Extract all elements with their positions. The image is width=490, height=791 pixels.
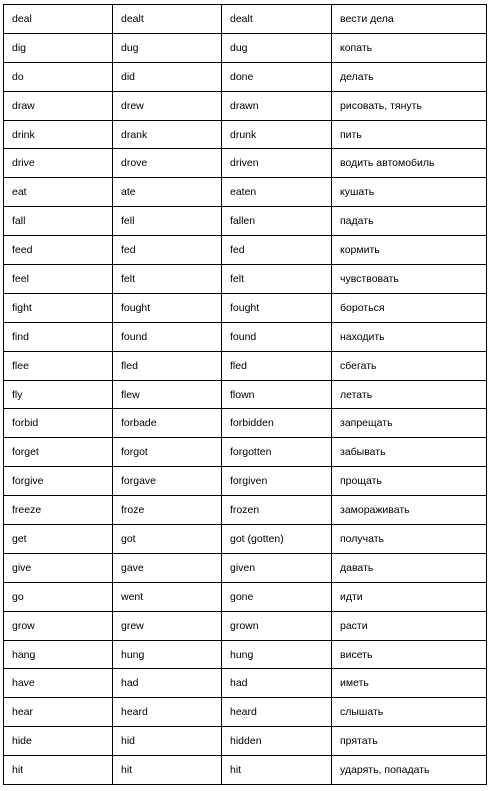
table-row — [4, 611, 487, 640]
past-participle-cell: done — [222, 62, 332, 91]
table-row — [4, 380, 487, 409]
base-form-cell: freeze — [4, 496, 113, 525]
translation-cell: сбегать — [332, 351, 487, 380]
base-form-cell: do — [4, 62, 113, 91]
past-participle-cell: heard — [222, 698, 332, 727]
base-form-cell: fight — [4, 293, 113, 322]
translation-cell: идти — [332, 582, 487, 611]
past-participle-cell: dug — [222, 33, 332, 62]
table-row — [4, 525, 487, 554]
past-participle-cell: had — [222, 669, 332, 698]
translation-cell: прятать — [332, 727, 487, 756]
table-row — [4, 207, 487, 236]
base-form-cell: deal — [4, 5, 113, 34]
past-simple-cell: found — [113, 322, 222, 351]
translation-cell: иметь — [332, 669, 487, 698]
past-simple-cell: flew — [113, 380, 222, 409]
table-row — [4, 265, 487, 294]
table-row — [4, 351, 487, 380]
past-participle-cell: hung — [222, 640, 332, 669]
past-simple-cell: forgave — [113, 467, 222, 496]
past-participle-cell: got (gotten) — [222, 525, 332, 554]
translation-cell: копать — [332, 33, 487, 62]
translation-cell: падать — [332, 207, 487, 236]
past-participle-cell: flown — [222, 380, 332, 409]
past-simple-cell: froze — [113, 496, 222, 525]
past-participle-cell: forbidden — [222, 409, 332, 438]
past-simple-cell: ate — [113, 178, 222, 207]
past-simple-cell: got — [113, 525, 222, 554]
table-row — [4, 582, 487, 611]
past-simple-cell: drank — [113, 120, 222, 149]
base-form-cell: hear — [4, 698, 113, 727]
past-participle-cell: drawn — [222, 91, 332, 120]
translation-cell: бороться — [332, 293, 487, 322]
translation-cell: запрещать — [332, 409, 487, 438]
base-form-cell: give — [4, 553, 113, 582]
past-simple-cell: dealt — [113, 5, 222, 34]
past-participle-cell: gone — [222, 582, 332, 611]
past-participle-cell: found — [222, 322, 332, 351]
translation-cell: слышать — [332, 698, 487, 727]
table-row — [4, 293, 487, 322]
translation-cell: вести дела — [332, 5, 487, 34]
base-form-cell: drive — [4, 149, 113, 178]
translation-cell: находить — [332, 322, 487, 351]
base-form-cell: get — [4, 525, 113, 554]
past-simple-cell: fought — [113, 293, 222, 322]
translation-cell: давать — [332, 553, 487, 582]
past-participle-cell: driven — [222, 149, 332, 178]
translation-cell: замораживать — [332, 496, 487, 525]
past-participle-cell: hidden — [222, 727, 332, 756]
past-simple-cell: drove — [113, 149, 222, 178]
translation-cell: кормить — [332, 236, 487, 265]
table-row — [4, 553, 487, 582]
past-participle-cell: frozen — [222, 496, 332, 525]
table-row — [4, 322, 487, 351]
table-row — [4, 62, 487, 91]
translation-cell: забывать — [332, 438, 487, 467]
table-row — [4, 120, 487, 149]
table-row — [4, 149, 487, 178]
translation-cell: делать — [332, 62, 487, 91]
base-form-cell: have — [4, 669, 113, 698]
table-row — [4, 438, 487, 467]
translation-cell: чувствовать — [332, 265, 487, 294]
past-simple-cell: hung — [113, 640, 222, 669]
translation-cell: летать — [332, 380, 487, 409]
table-row — [4, 178, 487, 207]
base-form-cell: fall — [4, 207, 113, 236]
base-form-cell: forbid — [4, 409, 113, 438]
table-row — [4, 5, 487, 34]
table-row — [4, 409, 487, 438]
base-form-cell: hide — [4, 727, 113, 756]
base-form-cell: grow — [4, 611, 113, 640]
past-participle-cell: fled — [222, 351, 332, 380]
translation-cell: ударять, попадать — [332, 756, 487, 785]
table-row — [4, 727, 487, 756]
translation-cell: водить автомобиль — [332, 149, 487, 178]
past-simple-cell: hit — [113, 756, 222, 785]
base-form-cell: flee — [4, 351, 113, 380]
past-simple-cell: did — [113, 62, 222, 91]
translation-cell: рисовать, тянуть — [332, 91, 487, 120]
translation-cell: прощать — [332, 467, 487, 496]
table-row — [4, 756, 487, 785]
base-form-cell: fly — [4, 380, 113, 409]
past-participle-cell: dealt — [222, 5, 332, 34]
past-participle-cell: forgiven — [222, 467, 332, 496]
table-row — [4, 669, 487, 698]
past-simple-cell: felt — [113, 265, 222, 294]
table-row — [4, 467, 487, 496]
translation-cell: пить — [332, 120, 487, 149]
past-simple-cell: dug — [113, 33, 222, 62]
base-form-cell: go — [4, 582, 113, 611]
past-simple-cell: had — [113, 669, 222, 698]
translation-cell: расти — [332, 611, 487, 640]
verbs-table-body — [4, 5, 487, 785]
past-simple-cell: hid — [113, 727, 222, 756]
table-row — [4, 698, 487, 727]
table-row — [4, 33, 487, 62]
past-simple-cell: fled — [113, 351, 222, 380]
past-participle-cell: fought — [222, 293, 332, 322]
base-form-cell: hit — [4, 756, 113, 785]
translation-cell: висеть — [332, 640, 487, 669]
base-form-cell: hang — [4, 640, 113, 669]
base-form-cell: find — [4, 322, 113, 351]
past-simple-cell: forgot — [113, 438, 222, 467]
past-simple-cell: heard — [113, 698, 222, 727]
table-row — [4, 640, 487, 669]
past-simple-cell: forbade — [113, 409, 222, 438]
past-participle-cell: fallen — [222, 207, 332, 236]
past-simple-cell: gave — [113, 553, 222, 582]
past-simple-cell: went — [113, 582, 222, 611]
past-participle-cell: eaten — [222, 178, 332, 207]
base-form-cell: draw — [4, 91, 113, 120]
base-form-cell: feed — [4, 236, 113, 265]
past-participle-cell: given — [222, 553, 332, 582]
past-participle-cell: fed — [222, 236, 332, 265]
table-row — [4, 496, 487, 525]
past-simple-cell: fed — [113, 236, 222, 265]
translation-cell: кушать — [332, 178, 487, 207]
base-form-cell: forgive — [4, 467, 113, 496]
base-form-cell: eat — [4, 178, 113, 207]
table-row — [4, 236, 487, 265]
past-participle-cell: grown — [222, 611, 332, 640]
past-simple-cell: fell — [113, 207, 222, 236]
past-simple-cell: drew — [113, 91, 222, 120]
past-participle-cell: drunk — [222, 120, 332, 149]
base-form-cell: drink — [4, 120, 113, 149]
base-form-cell: dig — [4, 33, 113, 62]
past-participle-cell: felt — [222, 265, 332, 294]
base-form-cell: feel — [4, 265, 113, 294]
past-simple-cell: grew — [113, 611, 222, 640]
past-participle-cell: hit — [222, 756, 332, 785]
past-participle-cell: forgotten — [222, 438, 332, 467]
base-form-cell: forget — [4, 438, 113, 467]
irregular-verbs-table — [3, 4, 487, 785]
table-row — [4, 91, 487, 120]
translation-cell: получать — [332, 525, 487, 554]
